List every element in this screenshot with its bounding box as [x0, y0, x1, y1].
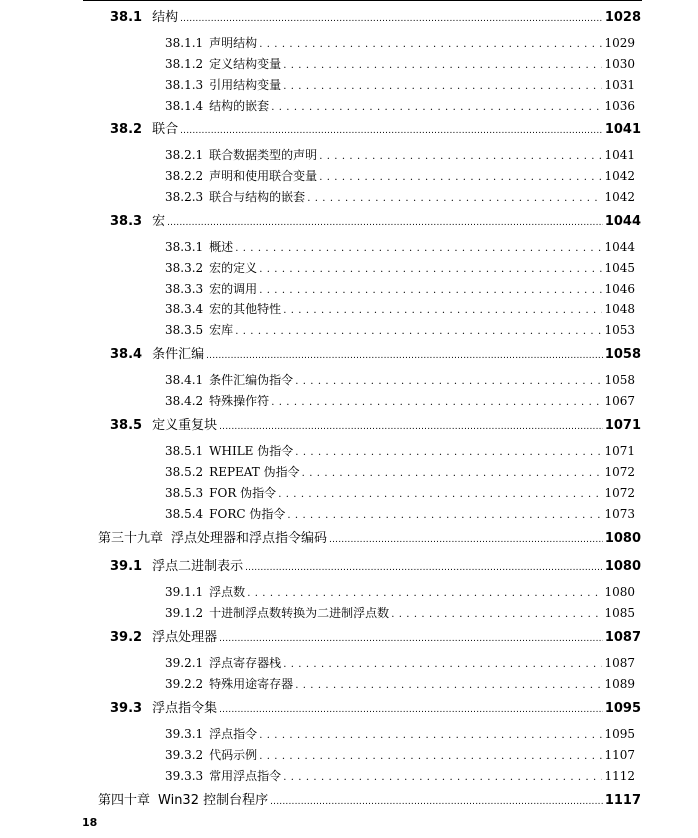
- entry-title: 浮点指令: [209, 727, 258, 741]
- toc-chapter-entry[interactable]: [98, 527, 641, 546]
- entry-number: 38.5.4: [165, 507, 204, 521]
- dot-leader: [283, 659, 602, 670]
- entry-title: 引用结构变量: [209, 78, 282, 92]
- entry-number: 38.5.2: [165, 465, 204, 479]
- entry-title: 联合数据类型的声明: [209, 148, 318, 162]
- entry-page-number: 1087: [604, 656, 635, 670]
- entry-number: 39.2: [110, 630, 143, 645]
- dot-leader: [283, 81, 602, 92]
- toc-chapter-entry[interactable]: [98, 789, 641, 808]
- toc-subsection-entry[interactable]: [165, 321, 635, 338]
- entry-title: 宏库: [209, 323, 234, 337]
- entry-page-number: 1041: [604, 148, 635, 162]
- dot-leader: [259, 751, 602, 762]
- entry-title: 特殊用途寄存器: [209, 677, 294, 691]
- toc-subsection-entry[interactable]: [165, 725, 635, 742]
- toc-subsection-entry[interactable]: [165, 76, 635, 93]
- entry-title: 定义结构变量: [209, 57, 282, 71]
- dot-leader: [245, 563, 603, 573]
- entry-title: 浮点寄存器栈: [209, 656, 282, 670]
- dot-leader: [219, 634, 603, 644]
- dot-leader: [180, 126, 603, 136]
- entry-page-number: 1030: [604, 57, 635, 71]
- entry-number: 38.5.1: [165, 444, 204, 458]
- toc-subsection-entry[interactable]: [165, 146, 635, 163]
- entry-title: REPEAT 伪指令: [209, 465, 300, 479]
- dot-leader: [271, 397, 602, 408]
- dot-leader: [259, 39, 602, 50]
- dot-leader: [287, 510, 602, 521]
- toc-section-entry[interactable]: [110, 555, 641, 574]
- entry-number: 38.3.2: [165, 261, 204, 275]
- toc-subsection-entry[interactable]: [165, 484, 635, 501]
- entry-number: 38.5: [110, 418, 143, 433]
- dot-leader: [302, 468, 603, 479]
- entry-title: 宏的调用: [209, 282, 258, 296]
- entry-title: 声明和使用联合变量: [209, 169, 318, 183]
- toc-subsection-entry[interactable]: [165, 463, 635, 480]
- toc-section-entry[interactable]: [110, 414, 641, 433]
- entry-number: 38.1.1: [165, 36, 204, 50]
- dot-leader: [259, 730, 602, 741]
- dot-leader: [295, 680, 602, 691]
- toc-subsection-entry[interactable]: [165, 371, 635, 388]
- entry-page-number: 1046: [604, 282, 635, 296]
- entry-number: 38.1.2: [165, 57, 204, 71]
- entry-number: 38.1: [110, 10, 143, 25]
- entry-title: 特殊操作符: [209, 394, 270, 408]
- entry-page-number: 1048: [604, 302, 635, 316]
- entry-number: 第三十九章: [98, 531, 164, 546]
- toc-subsection-entry[interactable]: [165, 188, 635, 205]
- entry-title: 定义重复块: [152, 418, 218, 433]
- entry-title: 浮点指令集: [152, 701, 218, 716]
- entry-page-number: 1067: [604, 394, 635, 408]
- toc-subsection-entry[interactable]: [165, 280, 635, 297]
- entry-page-number: 1044: [604, 214, 641, 229]
- toc-subsection-entry[interactable]: [165, 604, 635, 621]
- entry-page-number: 1095: [604, 727, 635, 741]
- dot-leader: [283, 772, 602, 783]
- entry-number: 38.1.4: [165, 99, 204, 113]
- entry-page-number: 1053: [604, 323, 635, 337]
- entry-number: 39.3: [110, 701, 143, 716]
- entry-title: 十进制浮点数转换为二进制浮点数: [209, 606, 390, 620]
- entry-title: 宏: [152, 214, 166, 229]
- dot-leader: [295, 447, 602, 458]
- toc-section-entry[interactable]: [110, 6, 641, 25]
- dot-leader: [247, 588, 602, 599]
- entry-title: 联合与结构的嵌套: [209, 190, 306, 204]
- dot-leader: [329, 535, 603, 545]
- entry-number: 39.1.1: [165, 585, 204, 599]
- entry-number: 39.3.2: [165, 748, 204, 762]
- toc-section-entry[interactable]: [110, 343, 641, 362]
- entry-page-number: 1085: [604, 606, 635, 620]
- toc-subsection-entry[interactable]: [165, 505, 635, 522]
- entry-page-number: 1117: [604, 793, 641, 808]
- toc-subsection-entry[interactable]: [165, 97, 635, 114]
- entry-page-number: 1087: [604, 630, 641, 645]
- toc-subsection-entry[interactable]: [165, 392, 635, 409]
- toc-subsection-entry[interactable]: [165, 238, 635, 255]
- entry-number: 38.3.3: [165, 282, 204, 296]
- top-rule: [83, 0, 642, 1]
- entry-number: 38.1.3: [165, 78, 204, 92]
- entry-number: 38.2.1: [165, 148, 204, 162]
- entry-page-number: 1072: [604, 465, 635, 479]
- dot-leader: [391, 609, 602, 620]
- entry-title: 联合: [152, 122, 179, 137]
- dot-leader: [283, 305, 602, 316]
- dot-leader: [319, 151, 602, 162]
- entry-number: 39.3.1: [165, 727, 204, 741]
- dot-leader: [259, 264, 602, 275]
- entry-title: 概述: [209, 240, 234, 254]
- entry-title: WHILE 伪指令: [209, 444, 294, 458]
- entry-page-number: 1071: [604, 444, 635, 458]
- toc-subsection-entry[interactable]: [165, 34, 635, 51]
- entry-page-number: 1095: [604, 701, 641, 716]
- entry-number: 38.3: [110, 214, 143, 229]
- toc-subsection-entry[interactable]: [165, 167, 635, 184]
- entry-title: 结构: [152, 10, 179, 25]
- dot-leader: [271, 102, 602, 113]
- entry-title: FORC 伪指令: [209, 507, 286, 521]
- entry-number: 38.4: [110, 347, 143, 362]
- entry-page-number: 1112: [604, 769, 635, 783]
- toc-section-entry[interactable]: [110, 118, 641, 137]
- entry-title: 浮点数: [209, 585, 246, 599]
- entry-page-number: 1080: [604, 559, 641, 574]
- dot-leader: [219, 705, 603, 715]
- entry-number: 39.2.2: [165, 677, 204, 691]
- entry-title: 浮点处理器和浮点指令编码: [171, 531, 328, 546]
- toc-subsection-entry[interactable]: [165, 300, 635, 317]
- entry-title: 声明结构: [209, 36, 258, 50]
- dot-leader: [295, 376, 602, 387]
- entry-number: 39.1: [110, 559, 143, 574]
- toc-section-entry[interactable]: [110, 210, 641, 229]
- entry-page-number: 1029: [604, 36, 635, 50]
- entry-page-number: 1058: [604, 373, 635, 387]
- entry-page-number: 1072: [604, 486, 635, 500]
- dot-leader: [180, 14, 603, 24]
- entry-number: 38.2: [110, 122, 143, 137]
- dot-leader: [307, 193, 602, 204]
- dot-leader: [319, 172, 602, 183]
- entry-title: 浮点二进制表示: [152, 559, 244, 574]
- entry-page-number: 1041: [604, 122, 641, 137]
- entry-title: 常用浮点指令: [209, 769, 282, 783]
- entry-page-number: 1071: [604, 418, 641, 433]
- dot-leader: [219, 422, 603, 432]
- entry-number: 38.2.2: [165, 169, 204, 183]
- entry-title: 结构的嵌套: [209, 99, 270, 113]
- entry-number: 39.2.1: [165, 656, 204, 670]
- toc-section-entry[interactable]: [110, 697, 641, 716]
- entry-number: 39.3.3: [165, 769, 204, 783]
- toc-subsection-entry[interactable]: [165, 675, 635, 692]
- entry-title: Win32 控制台程序: [158, 793, 269, 808]
- dot-leader: [278, 489, 602, 500]
- dot-leader: [167, 218, 603, 228]
- entry-page-number: 1080: [604, 585, 635, 599]
- page-number: 18: [82, 816, 98, 829]
- entry-page-number: 1042: [604, 190, 635, 204]
- entry-title: 条件汇编: [152, 347, 205, 362]
- entry-page-number: 1028: [604, 10, 641, 25]
- entry-title: 代码示例: [209, 748, 258, 762]
- entry-page-number: 1080: [604, 531, 641, 546]
- toc-section-entry[interactable]: [110, 626, 641, 645]
- dot-leader: [235, 326, 602, 337]
- entry-number: 38.3.4: [165, 302, 204, 316]
- entry-number: 38.3.5: [165, 323, 204, 337]
- entry-page-number: 1058: [604, 347, 641, 362]
- dot-leader: [283, 60, 602, 71]
- entry-title: 浮点处理器: [152, 630, 218, 645]
- entry-number: 39.1.2: [165, 606, 204, 620]
- toc-subsection-entry[interactable]: [165, 583, 635, 600]
- entry-title: 宏的其他特性: [209, 302, 282, 316]
- toc-subsection-entry[interactable]: [165, 259, 635, 276]
- entry-page-number: 1044: [604, 240, 635, 254]
- entry-page-number: 1107: [604, 748, 635, 762]
- entry-number: 38.4.1: [165, 373, 204, 387]
- dot-leader: [259, 285, 602, 296]
- entry-number: 38.4.2: [165, 394, 204, 408]
- entry-title: FOR 伪指令: [209, 486, 277, 500]
- entry-title: 条件汇编伪指令: [209, 373, 294, 387]
- entry-page-number: 1045: [604, 261, 635, 275]
- entry-page-number: 1036: [604, 99, 635, 113]
- dot-leader: [235, 243, 602, 254]
- toc-subsection-entry[interactable]: [165, 55, 635, 72]
- entry-number: 38.5.3: [165, 486, 204, 500]
- entry-page-number: 1089: [604, 677, 635, 691]
- entry-title: 宏的定义: [209, 261, 258, 275]
- entry-page-number: 1073: [604, 507, 635, 521]
- entry-number: 38.3.1: [165, 240, 204, 254]
- entry-number: 38.2.3: [165, 190, 204, 204]
- entry-page-number: 1042: [604, 169, 635, 183]
- toc-subsection-entry[interactable]: [165, 746, 635, 763]
- dot-leader: [270, 797, 603, 807]
- entry-page-number: 1031: [604, 78, 635, 92]
- dot-leader: [206, 351, 603, 361]
- toc-subsection-entry[interactable]: [165, 654, 635, 671]
- toc-subsection-entry[interactable]: [165, 767, 635, 784]
- toc-subsection-entry[interactable]: [165, 442, 635, 459]
- entry-number: 第四十章: [98, 793, 151, 808]
